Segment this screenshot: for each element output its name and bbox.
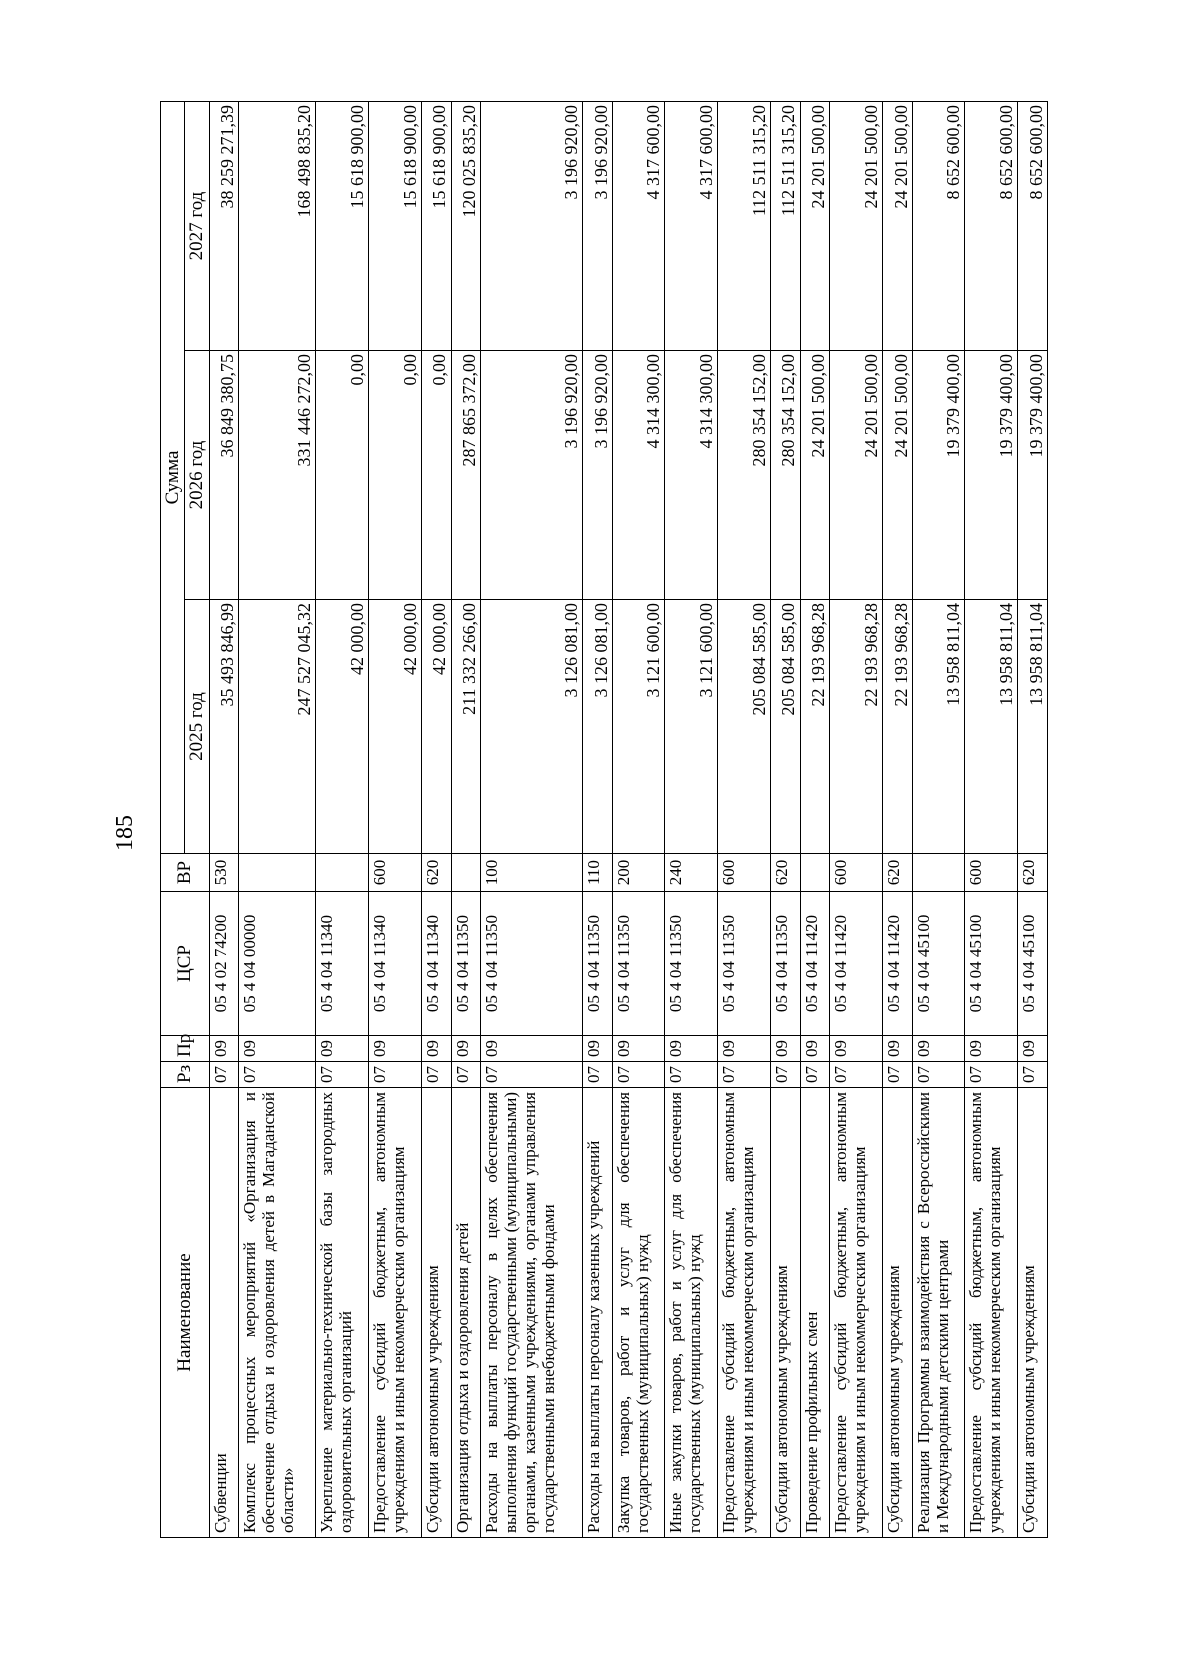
cell-rz: 07	[316, 1062, 369, 1088]
cell-pr: 09	[421, 1036, 451, 1062]
cell-2025: 211 332 266,00	[451, 600, 481, 854]
table-row	[316, 102, 369, 1538]
cell-vr: 100	[481, 854, 583, 892]
cell-2026: 280 354 152,00	[770, 351, 800, 600]
cell-2025: 3 121 600,00	[665, 600, 718, 854]
cell-name: Субсидии автономным учреждениям	[770, 1088, 800, 1538]
cell-2027: 24 201 500,00	[883, 102, 913, 351]
cell-rz: 07	[718, 1062, 771, 1088]
cell-rz: 07	[1018, 1062, 1048, 1088]
cell-csr: 05 4 04 11420	[800, 892, 830, 1036]
cell-2027: 3 196 920,00	[481, 102, 583, 351]
cell-2027: 112 511 315,20	[718, 102, 771, 351]
cell-2026: 3 196 920,00	[481, 351, 583, 600]
cell-vr: 600	[830, 854, 883, 892]
cell-csr: 05 4 04 45100	[1018, 892, 1048, 1036]
cell-rz: 07	[209, 1062, 239, 1088]
cell-name: Субсидии автономным учреждениям	[883, 1088, 913, 1538]
cell-name: Расходы на выплаты персоналу в целях обеспечения выполнения функций государственными (муниципальными) органами, казенными учреждениями, органами управления государственными внебюджетными фондами	[481, 1088, 583, 1538]
header-vr: ВР	[161, 854, 210, 892]
header-csr: ЦСР	[161, 892, 210, 1036]
cell-pr: 09	[582, 1036, 612, 1062]
header-sum: Сумма	[161, 102, 185, 854]
cell-2027: 8 652 600,00	[912, 102, 965, 351]
table-row	[1018, 102, 1048, 1538]
cell-csr: 05 4 04 11350	[770, 892, 800, 1036]
cell-pr: 09	[770, 1036, 800, 1062]
cell-rz: 07	[239, 1062, 316, 1088]
cell-2025: 13 958 811,04	[1018, 600, 1048, 854]
cell-vr: 620	[883, 854, 913, 892]
cell-csr: 05 4 02 74200	[209, 892, 239, 1036]
cell-2026: 0,00	[369, 351, 422, 600]
table-body	[209, 102, 1047, 1538]
cell-csr: 05 4 04 11340	[316, 892, 369, 1036]
table-row	[718, 102, 771, 1538]
cell-name: Субсидии автономным учреждениям	[421, 1088, 451, 1538]
cell-name: Предоставление субсидий бюджетным, автономным учреждениям и иным некоммерческим организациям	[965, 1088, 1018, 1538]
cell-rz: 07	[770, 1062, 800, 1088]
cell-rz: 07	[800, 1062, 830, 1088]
header-rz: Рз	[161, 1062, 210, 1088]
header-name: Наименование	[161, 1088, 210, 1538]
cell-vr: 530	[209, 854, 239, 892]
cell-pr: 09	[316, 1036, 369, 1062]
cell-2027: 120 025 835,20	[451, 102, 481, 351]
cell-vr: 200	[612, 854, 665, 892]
header-year-2025: 2025 год	[185, 600, 209, 854]
cell-csr: 05 4 04 11340	[421, 892, 451, 1036]
cell-2027: 24 201 500,00	[800, 102, 830, 351]
cell-2027: 15 618 900,00	[316, 102, 369, 351]
header-row-1	[161, 102, 185, 1538]
cell-2025: 205 084 585,00	[718, 600, 771, 854]
table-row	[770, 102, 800, 1538]
cell-2025: 3 126 081,00	[582, 600, 612, 854]
table-row	[481, 102, 583, 1538]
cell-rz: 07	[612, 1062, 665, 1088]
cell-pr: 09	[718, 1036, 771, 1062]
cell-2025: 35 493 846,99	[209, 600, 239, 854]
cell-name: Предоставление субсидий бюджетным, автономным учреждениям и иным некоммерческим организациям	[369, 1088, 422, 1538]
cell-csr: 05 4 04 45100	[912, 892, 965, 1036]
budget-table	[160, 101, 1048, 1538]
cell-csr: 05 4 04 11350	[481, 892, 583, 1036]
cell-name: Расходы на выплаты персоналу казенных учреждений	[582, 1088, 612, 1538]
cell-2026: 0,00	[316, 351, 369, 600]
cell-name: Предоставление субсидий бюджетным, автономным учреждениям и иным некоммерческим организациям	[830, 1088, 883, 1538]
cell-rz: 07	[912, 1062, 965, 1088]
cell-rz: 07	[582, 1062, 612, 1088]
cell-2027: 15 618 900,00	[421, 102, 451, 351]
cell-2027: 4 317 600,00	[612, 102, 665, 351]
cell-csr: 05 4 04 11350	[718, 892, 771, 1036]
table-row	[209, 102, 239, 1538]
cell-2026: 24 201 500,00	[800, 351, 830, 600]
cell-vr	[451, 854, 481, 892]
cell-2025: 3 126 081,00	[481, 600, 583, 854]
cell-vr	[800, 854, 830, 892]
table-row	[830, 102, 883, 1538]
cell-2026: 4 314 300,00	[665, 351, 718, 600]
table-row	[369, 102, 422, 1538]
cell-2027: 4 317 600,00	[665, 102, 718, 351]
cell-2027: 8 652 600,00	[965, 102, 1018, 351]
cell-name: Предоставление субсидий бюджетным, автономным учреждениям и иным некоммерческим организациям	[718, 1088, 771, 1538]
cell-pr: 09	[239, 1036, 316, 1062]
cell-2026: 36 849 380,75	[209, 351, 239, 600]
table-row	[965, 102, 1018, 1538]
cell-rz: 07	[481, 1062, 583, 1088]
cell-rz: 07	[665, 1062, 718, 1088]
cell-2026: 24 201 500,00	[830, 351, 883, 600]
header-year-2027: 2027 год	[185, 102, 209, 351]
cell-csr: 05 4 04 11350	[665, 892, 718, 1036]
cell-2026: 0,00	[421, 351, 451, 600]
cell-csr: 05 4 04 11420	[883, 892, 913, 1036]
cell-2027: 112 511 315,20	[770, 102, 800, 351]
cell-rz: 07	[369, 1062, 422, 1088]
cell-pr: 09	[451, 1036, 481, 1062]
cell-name: Субсидии автономным учреждениям	[1018, 1088, 1048, 1538]
cell-vr: 620	[421, 854, 451, 892]
cell-vr	[316, 854, 369, 892]
cell-name: Иные закупки товаров, работ и услуг для обеспечения государственных (муниципальных) нужд	[665, 1088, 718, 1538]
cell-rz: 07	[830, 1062, 883, 1088]
table-row	[582, 102, 612, 1538]
table-row	[239, 102, 316, 1538]
cell-2026: 3 196 920,00	[582, 351, 612, 600]
cell-2027: 3 196 920,00	[582, 102, 612, 351]
page-number: 185	[112, 815, 138, 851]
header-year-2026: 2026 год	[185, 351, 209, 600]
cell-vr: 620	[1018, 854, 1048, 892]
rotated-budget-table	[160, 102, 1048, 1538]
cell-rz: 07	[965, 1062, 1018, 1088]
cell-csr: 05 4 04 11350	[451, 892, 481, 1036]
cell-pr: 09	[830, 1036, 883, 1062]
cell-name: Субвенции	[209, 1088, 239, 1538]
cell-2025: 42 000,00	[316, 600, 369, 854]
cell-csr: 05 4 04 11350	[582, 892, 612, 1036]
cell-vr	[239, 854, 316, 892]
cell-pr: 09	[1018, 1036, 1048, 1062]
cell-csr: 05 4 04 45100	[965, 892, 1018, 1036]
cell-2026: 4 314 300,00	[612, 351, 665, 600]
table-row	[912, 102, 965, 1538]
cell-2027: 15 618 900,00	[369, 102, 422, 351]
cell-csr: 05 4 04 11420	[830, 892, 883, 1036]
cell-vr: 110	[582, 854, 612, 892]
cell-2025: 42 000,00	[421, 600, 451, 854]
cell-2026: 19 379 400,00	[965, 351, 1018, 600]
cell-2025: 247 527 045,32	[239, 600, 316, 854]
table-row	[612, 102, 665, 1538]
cell-vr: 240	[665, 854, 718, 892]
cell-2026: 287 865 372,00	[451, 351, 481, 600]
table-row	[421, 102, 451, 1538]
cell-2027: 38 259 271,39	[209, 102, 239, 351]
cell-name: Организация отдыха и оздоровления детей	[451, 1088, 481, 1538]
cell-vr: 600	[369, 854, 422, 892]
cell-2025: 205 084 585,00	[770, 600, 800, 854]
cell-rz: 07	[451, 1062, 481, 1088]
cell-2026: 331 446 272,00	[239, 351, 316, 600]
cell-csr: 05 4 04 11350	[612, 892, 665, 1036]
cell-2026: 24 201 500,00	[883, 351, 913, 600]
cell-name: Проведение профильных смен	[800, 1088, 830, 1538]
table-row	[800, 102, 830, 1538]
cell-pr: 09	[209, 1036, 239, 1062]
cell-name: Закупка товаров, работ и услуг для обеспечения государственных (муниципальных) нужд	[612, 1088, 665, 1538]
table-row	[451, 102, 481, 1538]
cell-2025: 13 958 811,04	[965, 600, 1018, 854]
cell-rz: 07	[883, 1062, 913, 1088]
cell-2026: 280 354 152,00	[718, 351, 771, 600]
cell-name: Реализация Программы взаимодействия с Всероссийскими и Международными детскими центрами	[912, 1088, 965, 1538]
cell-2025: 22 193 968,28	[830, 600, 883, 854]
cell-2026: 19 379 400,00	[1018, 351, 1048, 600]
cell-csr: 05 4 04 11340	[369, 892, 422, 1036]
cell-2027: 24 201 500,00	[830, 102, 883, 351]
cell-name: Комплекс процессных мероприятий «Организация и обеспечение отдыха и оздоровления детей в Магаданской области»	[239, 1088, 316, 1538]
cell-rz: 07	[421, 1062, 451, 1088]
cell-vr: 600	[718, 854, 771, 892]
cell-2027: 8 652 600,00	[1018, 102, 1048, 351]
cell-2025: 3 121 600,00	[612, 600, 665, 854]
cell-pr: 09	[883, 1036, 913, 1062]
cell-vr: 600	[965, 854, 1018, 892]
cell-2025: 22 193 968,28	[800, 600, 830, 854]
cell-pr: 09	[800, 1036, 830, 1062]
table-row	[665, 102, 718, 1538]
cell-vr: 620	[770, 854, 800, 892]
cell-pr: 09	[612, 1036, 665, 1062]
cell-2025: 22 193 968,28	[883, 600, 913, 854]
cell-2025: 42 000,00	[369, 600, 422, 854]
cell-pr: 09	[369, 1036, 422, 1062]
cell-name: Укрепление материально-технической базы загородных оздоровительных организаций	[316, 1088, 369, 1538]
table-row	[883, 102, 913, 1538]
cell-csr: 05 4 04 00000	[239, 892, 316, 1036]
cell-2025: 13 958 811,04	[912, 600, 965, 854]
cell-pr: 09	[912, 1036, 965, 1062]
cell-2027: 168 498 835,20	[239, 102, 316, 351]
header-pr: Пр	[161, 1036, 210, 1062]
cell-2026: 19 379 400,00	[912, 351, 965, 600]
cell-vr	[912, 854, 965, 892]
cell-pr: 09	[965, 1036, 1018, 1062]
cell-pr: 09	[665, 1036, 718, 1062]
cell-pr: 09	[481, 1036, 583, 1062]
